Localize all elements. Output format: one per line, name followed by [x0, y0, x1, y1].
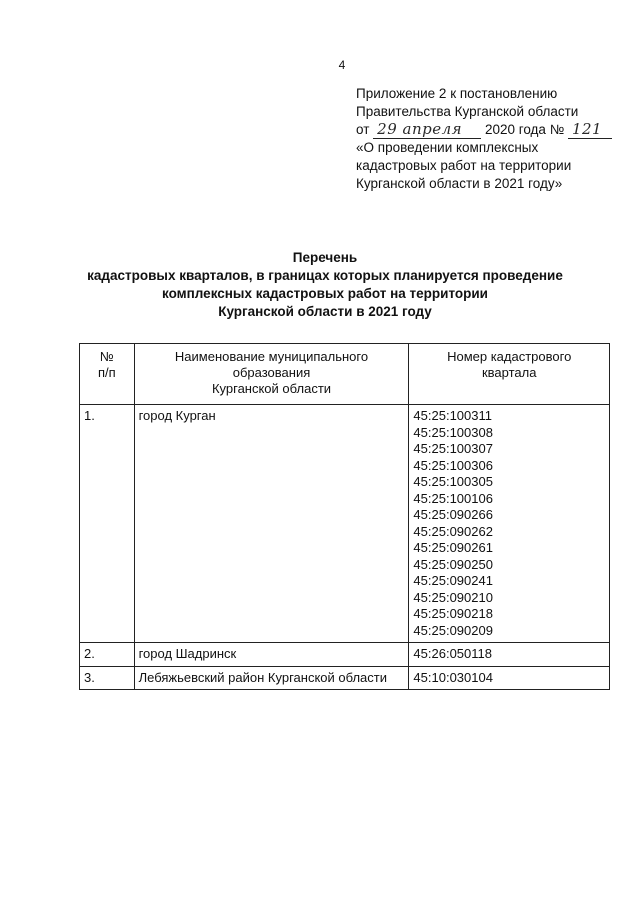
row-cadastral-numbers [409, 666, 610, 690]
title-line-1: Перечень [292, 250, 358, 265]
cadastral-number: 45:25:100307 [413, 441, 493, 456]
cadastral-number-list [413, 670, 605, 687]
cadastral-number: 45:25:090218 [413, 606, 493, 621]
header-number [80, 344, 135, 405]
table-row [80, 666, 610, 690]
title-line-2: кадастровых кварталов, в границах которых планируется проведение [87, 268, 563, 283]
cadastral-number: 45:25:090261 [413, 540, 493, 555]
row-municipality: город Шадринск [134, 643, 409, 667]
cadastral-number: 45:25:100305 [413, 474, 493, 489]
row-municipality: Лебяжьевский район Курганской области [134, 666, 409, 690]
cadastral-number: 45:25:100308 [413, 424, 493, 440]
table-header-row [80, 344, 610, 405]
cadastral-number: 45:25:090209 [413, 622, 493, 638]
appendix-line-2: Правительства Курганской области [356, 104, 579, 119]
appendix-header [356, 85, 626, 193]
table-row [80, 405, 610, 643]
row-number: 1. [80, 405, 135, 643]
row-number: 2. [80, 643, 135, 667]
cadastral-number: 45:25:090262 [413, 523, 493, 539]
cadastral-number: 45:25:100306 [413, 457, 493, 473]
appendix-number-blank [568, 120, 612, 139]
header-municipality [134, 344, 409, 405]
appendix-line-5: кадастровых работ на территории [356, 158, 572, 173]
appendix-year-label: 2020 года № [484, 122, 565, 137]
cadastral-number: 45:25:090266 [413, 507, 493, 522]
cadastral-number: 45:26:050118 [413, 646, 492, 661]
cadastral-number: 45:25:090210 [413, 589, 493, 605]
header-number-line-1: № [99, 349, 114, 364]
appendix-date-blank [373, 120, 481, 139]
cadastral-number: 45:25:090241 [413, 573, 493, 588]
appendix-line-3 [356, 121, 626, 139]
cadastral-number: 45:25:090250 [413, 556, 493, 572]
header-municipality-line-3: Курганской области [211, 381, 332, 396]
handwritten-date: 29 апреля [377, 120, 463, 138]
appendix-line-6: Курганской области в 2021 году» [356, 176, 563, 191]
cadastral-table [79, 343, 610, 690]
header-municipality-line-2: образования [232, 365, 311, 380]
header-cadastral-line-2: квартала [481, 365, 537, 380]
table-body [80, 405, 610, 690]
header-municipality-line-1: Наименование муниципального [174, 349, 369, 364]
appendix-line-1: Приложение 2 к постановлению [356, 86, 558, 101]
title-line-4: Курганской области в 2021 году [218, 304, 432, 319]
table-row [80, 643, 610, 667]
cadastral-number: 45:25:100106 [413, 490, 493, 506]
cadastral-number: 45:10:030104 [413, 669, 493, 685]
handwritten-number: 121 [571, 120, 603, 138]
appendix-date-prefix: от [356, 122, 370, 137]
cadastral-number-list [413, 408, 605, 639]
row-municipality: город Курган [134, 405, 409, 643]
document-title [80, 249, 570, 321]
header-cadastral-line-1: Номер кадастрового [447, 349, 572, 364]
cadastral-number: 45:25:100311 [413, 408, 492, 423]
row-number: 3. [80, 666, 135, 690]
header-cadastral-number [409, 344, 610, 405]
row-cadastral-numbers [409, 405, 610, 643]
header-number-line-2: п/п [97, 365, 116, 380]
title-line-3: комплексных кадастровых работ на территории [162, 286, 488, 301]
appendix-line-4: «О проведении комплексных [356, 140, 539, 155]
page-number: 4 [338, 58, 346, 72]
cadastral-number-list [413, 646, 605, 663]
row-cadastral-numbers [409, 643, 610, 667]
